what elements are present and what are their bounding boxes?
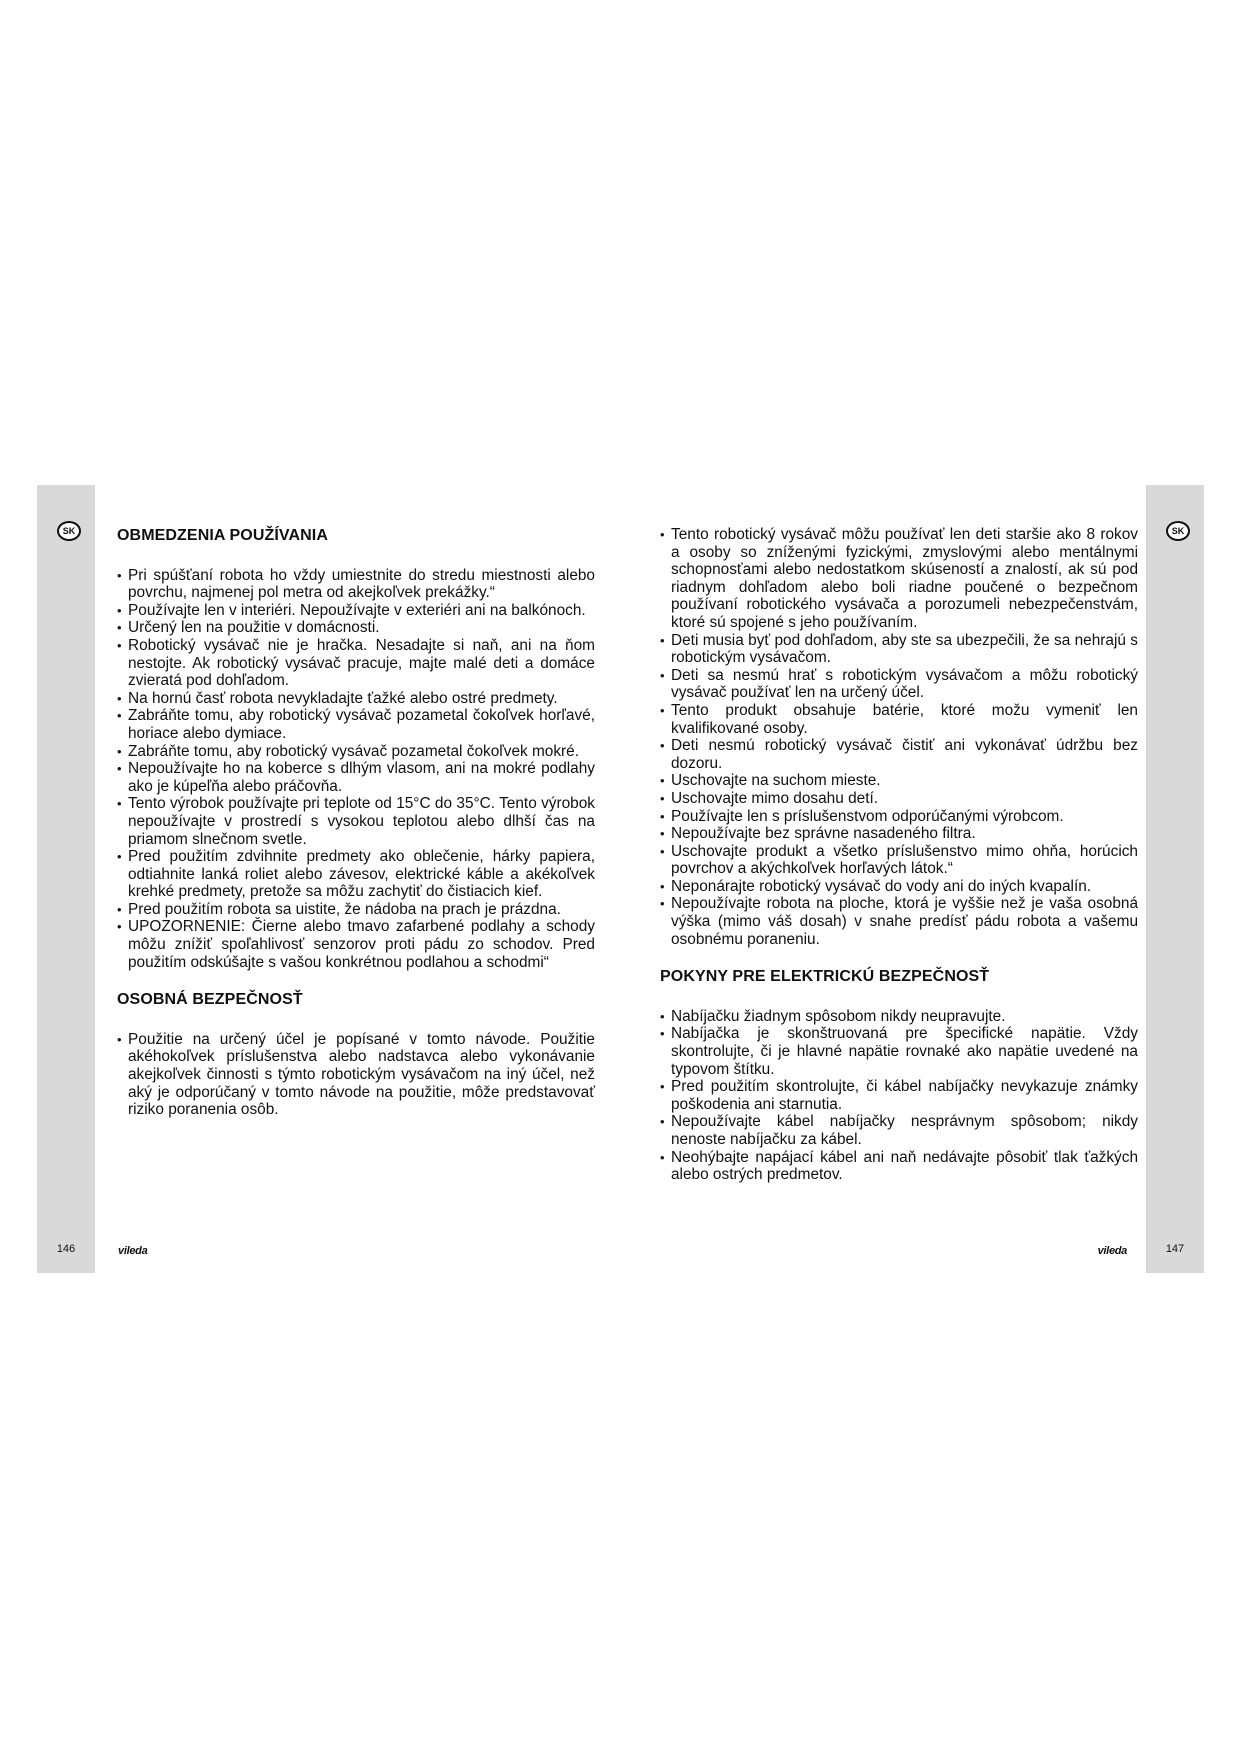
list-item: • Uschovajte mimo dosahu detí. — [660, 790, 1138, 808]
list-item: • Nepoužívajte bez správne nasadeného filtra. — [660, 825, 1138, 843]
list-item: • Používajte len v interiéri. Nepoužívajte v exteriéri ani na balkónoch. — [117, 602, 595, 620]
page-number-left: 146 — [56, 1243, 76, 1255]
bullet-list — [660, 526, 1138, 948]
vileda-logo-right: vileda — [1097, 1245, 1127, 1257]
list-item: • Tento robotický vysávač môžu používať len deti staršie ako 8 rokov a osoby so zníženými fyzickými, zmyslovými alebo mentálnymi schopnosťami alebo nedostatkom skúseností a znalostí, ak sú pod riadnym dohľadom alebo boli riadne poučené o bezpečnom používaní robotického vysávača a porozumeli nebezpečenstvám, ktoré sú spojené s jeho používaním. — [660, 526, 1138, 632]
bullet-list — [117, 567, 595, 972]
language-badge-left: SK — [57, 521, 81, 541]
list-item: • Nepoužívajte robota na ploche, ktorá je vyššie než je vaša osobná výška (mimo váš dosah) v snahe predísť pádu robota a vašemu osobnému poraneniu. — [660, 895, 1138, 948]
list-item: • Zabráňte tomu, aby robotický vysávač pozametal čokoľvek horľavé, horiace alebo dymiace. — [117, 707, 595, 742]
right-margin-strip — [1146, 485, 1204, 1273]
bullet-list — [117, 1031, 595, 1119]
manual-spread — [37, 485, 1204, 1273]
list-item: • Nepoužívajte ho na koberce s dlhým vlasom, ani na mokré podlahy ako je kúpeľňa alebo práčovňa. — [117, 760, 595, 795]
list-item: • Nabíjačka je skonštruovaná pre špecifické napätie. Vždy skontrolujte, či je hlavné napätie rovnaké ako napätie uvedené na typovom štítku. — [660, 1025, 1138, 1078]
list-item: • Deti sa nesmú hrať s robotickým vysávačom a môžu robotický vysávač používať len na určený účel. — [660, 667, 1138, 702]
left-page-column — [117, 527, 595, 1119]
list-item: • Pred použitím zdvihnite predmety ako oblečenie, hárky papiera, odtiahnite lanká roliet alebo závesov, elektrické káble a akékoľvek krehké predmety, pretože sa môžu zachytiť do čistiacich kief. — [117, 848, 595, 901]
list-item: • Používajte len s príslušenstvom odporúčanými výrobcom. — [660, 808, 1138, 826]
list-item: • Robotický vysávač nie je hračka. Nesadajte si naň, ani na ňom nestojte. Ak robotický vysávač pracuje, majte malé deti a domáce zvieratá pod dohľadom. — [117, 637, 595, 690]
list-item: • UPOZORNENIE: Čierne alebo tmavo zafarbené podlahy a schody môžu znížiť spoľahlivosť senzorov proti pádu zo schodov. Pred použitím odskúšajte s vašou konkrétnou podlahou a schodmi“ — [117, 918, 595, 971]
list-item: • Použitie na určený účel je popísané v tomto návode. Použitie akéhokoľvek príslušenstva alebo nadstavca alebo vykonávanie akejkoľvek činnosti s týmto robotickým vysávačom na iný účel, než aký je odporúčaný v tomto návode na použitie, môže predstavovať riziko poranenia osôb. — [117, 1031, 595, 1119]
list-item: • Neponárajte robotický vysávač do vody ani do iných kvapalín. — [660, 878, 1138, 896]
list-item: • Uschovajte na suchom mieste. — [660, 772, 1138, 790]
right-page-column — [660, 526, 1138, 1184]
list-item: • Deti musia byť pod dohľadom, aby ste sa ubezpečili, že sa nehrajú s robotickým vysávačom. — [660, 632, 1138, 667]
list-item: • Nabíjačku žiadnym spôsobom nikdy neupravujte. — [660, 1008, 1138, 1026]
list-item: • Tento produkt obsahuje batérie, ktoré možu vymeniť len kvalifikované osoby. — [660, 702, 1138, 737]
list-item: • Nepoužívajte kábel nabíjačky nesprávnym spôsobom; nikdy nenoste nabíjačku za kábel. — [660, 1113, 1138, 1148]
list-item: • Pri spúšťaní robota ho vždy umiestnite do stredu miestnosti alebo povrchu, najmenej pol metra od akejkoľvek prekážky.“ — [117, 567, 595, 602]
list-item: • Na hornú časť robota nevykladajte ťažké alebo ostré predmety. — [117, 690, 595, 708]
list-item: • Určený len na použitie v domácnosti. — [117, 619, 595, 637]
language-badge-right: SK — [1166, 521, 1190, 541]
section-heading: OSOBNÁ BEZPEČNOSŤ — [117, 991, 303, 1009]
list-item: • Pred použitím skontrolujte, či kábel nabíjačky nevykazuje známky poškodenia ani starnutia. — [660, 1078, 1138, 1113]
list-item: • Zabráňte tomu, aby robotický vysávač pozametal čokoľvek mokré. — [117, 743, 595, 761]
section-heading: POKYNY PRE ELEKTRICKÚ BEZPEČNOSŤ — [660, 968, 990, 986]
list-item: • Deti nesmú robotický vysávač čistiť ani vykonávať údržbu bez dozoru. — [660, 737, 1138, 772]
section-heading: OBMEDZENIA POUŽÍVANIA — [117, 527, 328, 544]
list-item: • Neohýbajte napájací kábel ani naň nedávajte pôsobiť tlak ťažkých alebo ostrých predmetov. — [660, 1149, 1138, 1184]
list-item: • Tento výrobok používajte pri teplote od 15°C do 35°C. Tento výrobok nepoužívajte v prostredí s vysokou teplotou alebo dlhší čas na priamom slnečnom svetle. — [117, 795, 595, 848]
vileda-logo-left: vileda — [118, 1245, 148, 1257]
page-number-right: 147 — [1165, 1243, 1185, 1255]
list-item: • Uschovajte produkt a všetko príslušenstvo mimo ohňa, horúcich povrchov a akýchkoľvek horľavých látok.“ — [660, 843, 1138, 878]
left-margin-strip — [37, 485, 95, 1273]
list-item: • Pred použitím robota sa uistite, že nádoba na prach je prázdna. — [117, 901, 595, 919]
bullet-list — [660, 1008, 1138, 1184]
